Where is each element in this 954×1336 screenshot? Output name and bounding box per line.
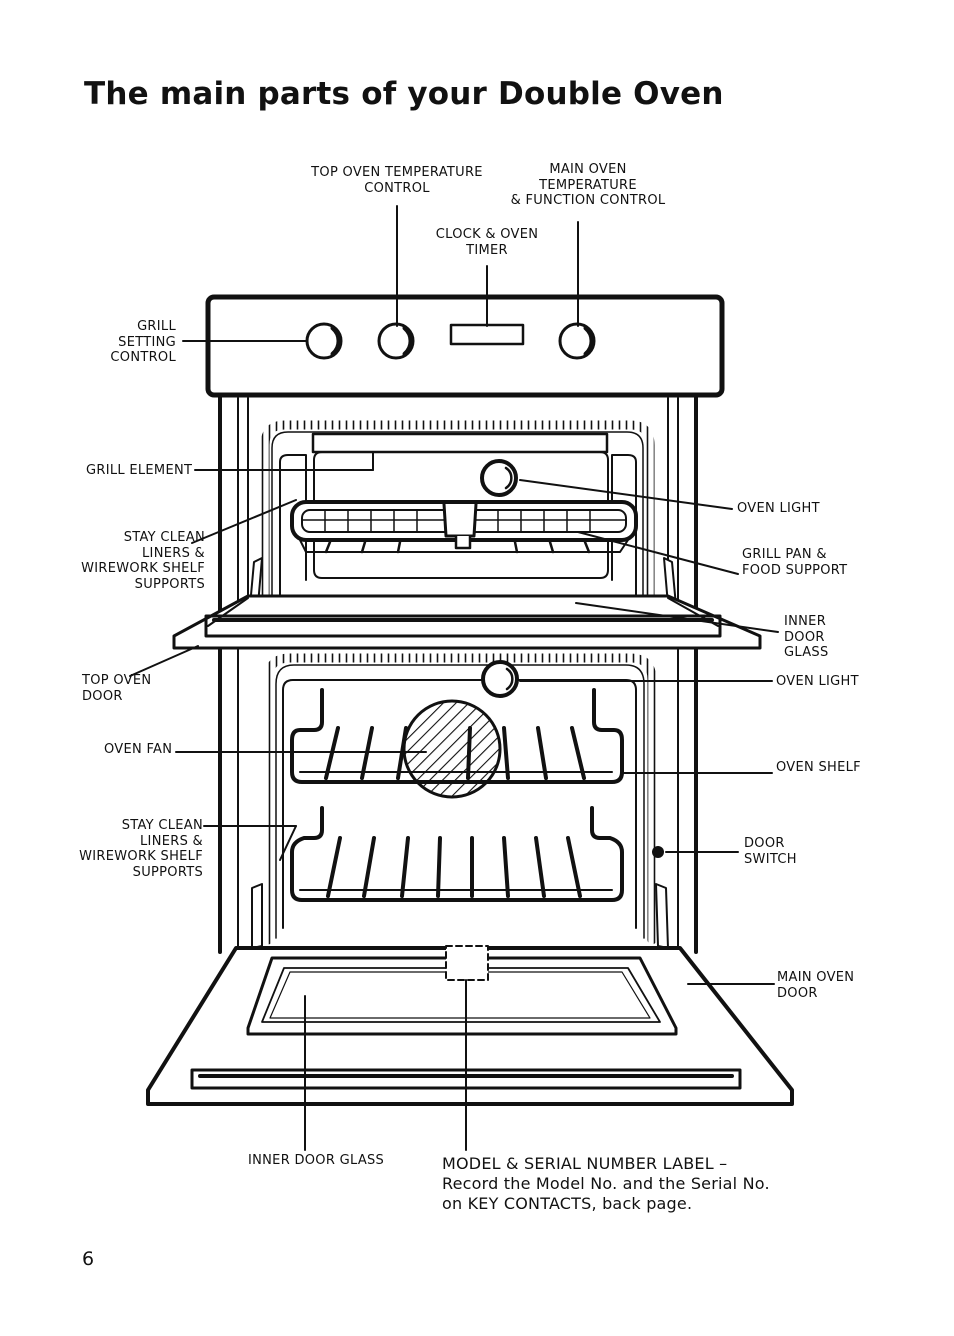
label-grill-element: GRILL ELEMENT	[86, 463, 193, 478]
top-oven-door	[174, 596, 760, 648]
page-number: 6	[82, 1248, 95, 1270]
label-inner-door-glass-bottom: INNER DOOR GLASS	[248, 1153, 385, 1168]
label-oven-fan: OVEN FAN	[104, 742, 173, 757]
label-main-oven-door: MAIN OVEN DOOR	[777, 970, 855, 1001]
main-door-hinge-right	[656, 884, 668, 948]
label-model-serial-number: MODEL & SERIAL NUMBER LABEL – Record the Model No. and the Serial No. on KEY CONTACTS, back page.	[442, 1154, 770, 1213]
label-oven-light-top: OVEN LIGHT	[737, 501, 820, 516]
top-oven-temp-knob	[379, 324, 413, 358]
label-main-oven-temperature-control: MAIN OVEN TEMPERATURE & FUNCTION CONTROL	[510, 162, 666, 208]
grill-element	[313, 434, 607, 452]
main-oven-temp-knob	[560, 324, 594, 358]
grill-pan	[292, 502, 636, 552]
label-clock-timer: CLOCK & OVEN TIMER	[435, 227, 539, 258]
label-stay-clean-liners-top: STAY CLEAN LINERS & WIREWORK SHELF SUPPORTS	[81, 530, 205, 592]
label-inner-door-glass-top: INNER DOOR GLASS	[784, 614, 829, 660]
clock-timer-display	[451, 325, 523, 344]
page-title: The main parts of your Double Oven	[84, 76, 724, 112]
label-oven-shelf: OVEN SHELF	[776, 760, 861, 775]
label-door-switch: DOOR SWITCH	[744, 836, 797, 867]
door-switch	[652, 846, 664, 858]
main-door-hinge-left	[252, 884, 262, 948]
label-grill-pan-food-support: GRILL PAN & FOOD SUPPORT	[742, 547, 848, 578]
label-stay-clean-liners-main: STAY CLEAN LINERS & WIREWORK SHELF SUPPORTS	[79, 818, 203, 880]
label-top-oven-temperature-control: TOP OVEN TEMPERATURE CONTROL	[311, 165, 483, 196]
label-oven-light-main: OVEN LIGHT	[776, 674, 859, 689]
label-top-oven-door: TOP OVEN DOOR	[82, 673, 152, 704]
label-grill-setting-control: GRILL SETTING CONTROL	[110, 319, 176, 365]
grill-setting-knob	[307, 324, 341, 358]
main-oven-door	[148, 946, 792, 1104]
oven-shelf-lower	[292, 808, 622, 900]
